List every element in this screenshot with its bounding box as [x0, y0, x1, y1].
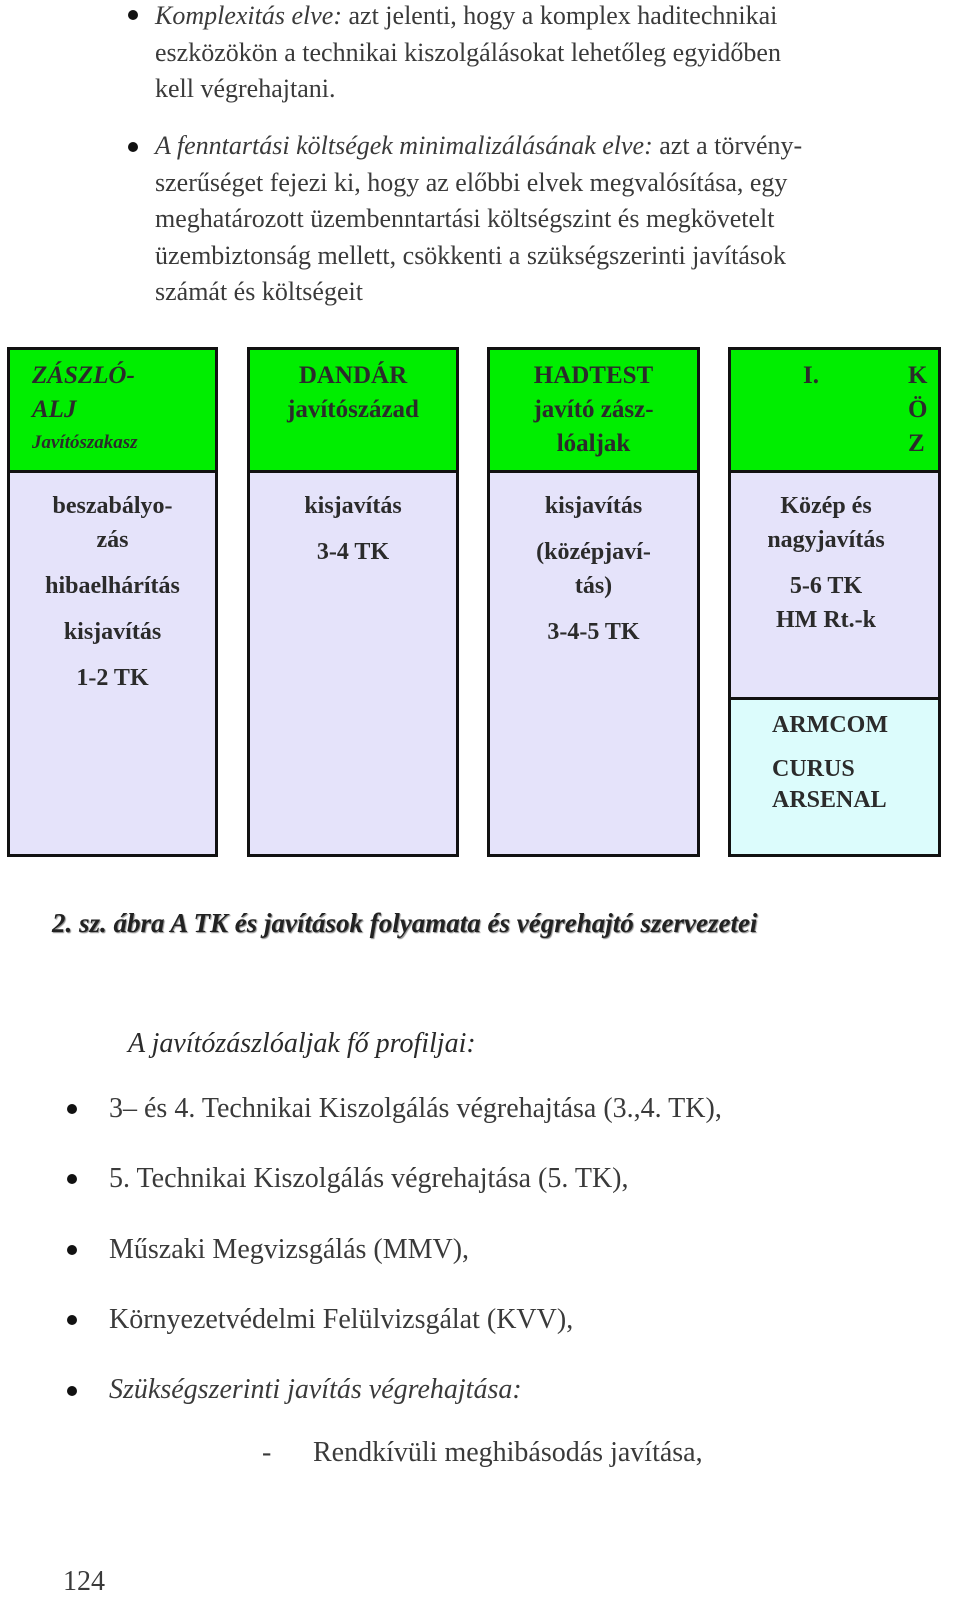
bullet-icon [67, 1174, 77, 1184]
body-line: hibaelhárítás [45, 573, 180, 599]
paragraph-line: azt jelenti, hogy a komplex haditechnikai [342, 1, 778, 30]
header-line: javító zász- [533, 396, 654, 423]
sub-list-item: Rendkívüli meghibásodás javítása, [313, 1437, 703, 1468]
header-line: DANDÁR [298, 362, 408, 389]
header-line: Ö [908, 396, 928, 423]
header-line: ZÁSZLÓ- [32, 362, 135, 389]
header-line: K [908, 362, 928, 389]
bullet-icon [128, 10, 138, 20]
list-item: Szükségszerinti javítás végrehajtása: [109, 1374, 522, 1405]
extra-line: ARSENAL [772, 787, 887, 813]
extra-line: ARMCOM [772, 712, 888, 738]
bullet-icon [67, 1315, 77, 1325]
column-header [490, 350, 697, 473]
column-body [731, 473, 938, 700]
body-line: Közép és [780, 493, 872, 519]
dash-marker: - [262, 1437, 272, 1468]
column-body [250, 473, 456, 854]
header-line: ALJ [32, 396, 77, 423]
header-line: lóaljak [556, 430, 631, 457]
header-line: Javítószakasz [32, 432, 138, 453]
header-line: I. [803, 362, 819, 389]
column-body [490, 473, 697, 854]
bullet-icon [67, 1386, 77, 1396]
body-line: zás [96, 527, 129, 553]
column-extra-box [731, 700, 938, 854]
column-zaszloalj [7, 347, 218, 857]
body-line: kisjavítás [544, 493, 643, 519]
paragraph-line: kell végrehajtani. [155, 74, 336, 103]
extra-line: CURUS [772, 756, 855, 782]
body-line: 1-2 TK [76, 665, 149, 691]
bullet-icon [67, 1245, 77, 1255]
body-line: 3-4 TK [316, 539, 390, 565]
column-hadtest [487, 347, 700, 857]
term-label: Komplexitás elve: [155, 1, 342, 30]
column-header [731, 350, 938, 473]
figure-caption: 2. sz. ábra A TK és javítások folyamata és végrehajtó szervezetei [52, 908, 758, 938]
body-line: 3-4-5 TK [547, 619, 640, 645]
paragraph-line: üzembiztonság mellett, csökkenti a szükségszerinti javítások [155, 240, 787, 270]
body-line: beszabályo- [52, 493, 173, 519]
list-item: 3– és 4. Technikai Kiszolgálás végrehajtása (3.,4. TK), [109, 1093, 722, 1124]
column-body [10, 473, 215, 854]
column-header [250, 350, 456, 473]
column-dandar [247, 347, 459, 857]
paragraph-line: eszközökön a technikai kiszolgálásokat lehetőleg egyidőben [155, 37, 781, 67]
bullet-icon [67, 1104, 77, 1114]
body-line: (középjaví- [536, 539, 651, 565]
header-line: Z [908, 430, 925, 457]
body-line: HM Rt.-k [776, 607, 876, 633]
body-line: nagyjavítás [767, 527, 885, 553]
body-line: kisjavítás [304, 493, 402, 519]
column-header [10, 350, 215, 473]
bullet-paragraph-koltseg [155, 128, 957, 311]
bullet-icon [128, 142, 138, 152]
page-number: 124 [63, 1566, 105, 1597]
body-line: 5-6 TK [789, 573, 863, 599]
section-subheading: A javítózászlóaljak fő profiljai: [128, 1028, 476, 1059]
paragraph-line: számát és költségeit [155, 277, 363, 306]
paragraph-line: szerűséget fejezi ki, hogy az előbbi elvek megvalósítása, egy [155, 167, 788, 197]
paragraph-line: azt a törvény- [652, 131, 803, 160]
paragraph-line: meghatározott üzembenntartási költségszint és megkövetelt [155, 204, 775, 233]
header-line: HADTEST [533, 362, 654, 389]
body-line: kisjavítás [63, 619, 162, 645]
header-line: javítószázad [287, 396, 419, 423]
list-item: Környezetvédelmi Felülvizsgálat (KVV), [109, 1304, 574, 1335]
body-line: tás) [574, 573, 613, 599]
term-label: A fenntartási költségek minimalizálásának elve: [155, 131, 653, 160]
list-item: Műszaki Megvizsgálás (MMV), [109, 1234, 470, 1265]
list-item: 5. Technikai Kiszolgálás végrehajtása (5. TK), [109, 1163, 629, 1194]
bullet-paragraph-komplexitas [155, 0, 957, 108]
column-kozponti [728, 347, 941, 857]
